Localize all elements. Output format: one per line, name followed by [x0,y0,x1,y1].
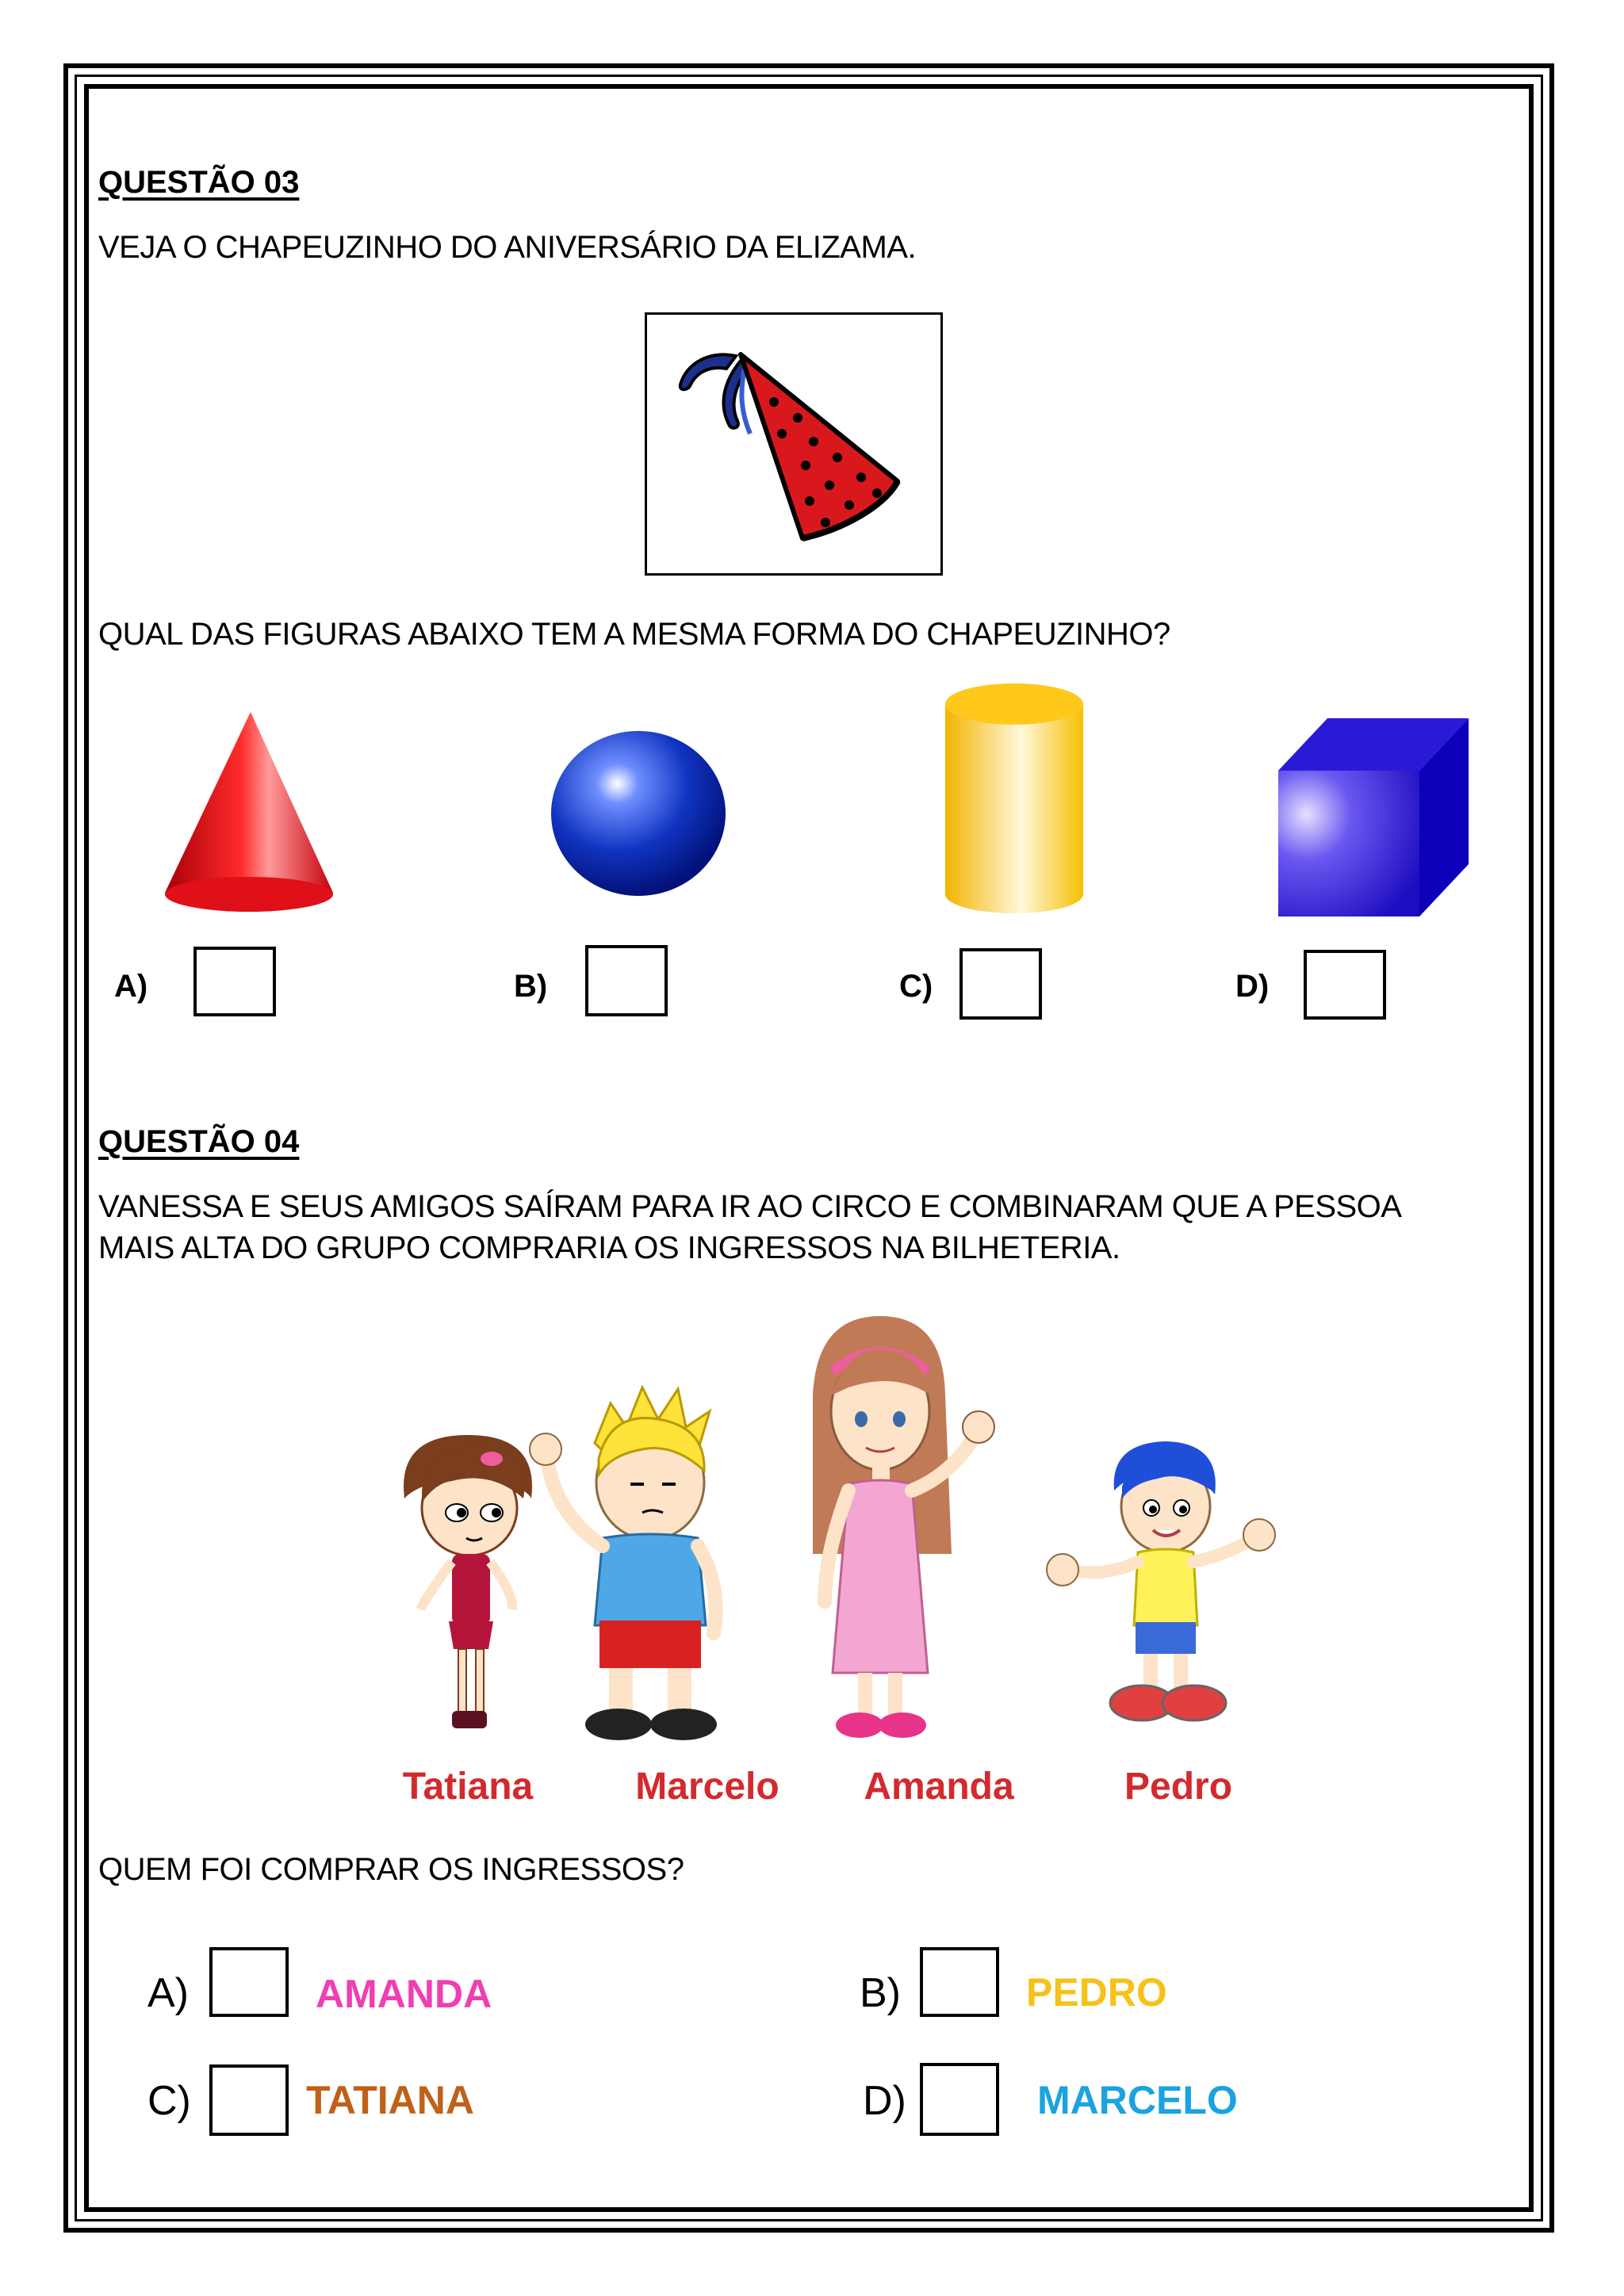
cylinder-icon [940,680,1088,920]
character-name-marcelo: Marcelo [635,1766,779,1808]
q3-option-a-label: A) [114,969,148,1004]
q4-answer-d-name: MARCELO [1037,2078,1238,2122]
q3-intro: VEJA O CHAPEUZINHO DO ANIVERSÁRIO DA ELIZAMA. [98,230,917,265]
q4-answer-b-name: PEDRO [1026,1970,1167,2015]
q4-question: QUEM FOI COMPRAR OS INGRESSOS? [98,1852,684,1887]
q3-option-d-label: D) [1235,969,1270,1004]
q4-answer-b-letter: B) [860,1970,901,2016]
q3-option-b-checkbox[interactable] [585,945,668,1016]
q3-option-d-checkbox[interactable] [1304,950,1386,1020]
sphere-icon [549,728,728,899]
character-name-amanda: Amanda [864,1766,1014,1808]
characters-illustration [373,1300,1316,1760]
party-hat-icon [647,315,940,573]
amanda-figure [813,1316,994,1738]
q3-option-b-label: B) [514,969,548,1004]
tatiana-figure [404,1435,532,1728]
q4-intro-line1: VANESSA E SEUS AMIGOS SAÍRAM PARA IR AO CIRCO E COMBINARAM QUE A PESSOA [98,1189,1402,1224]
q3-option-c-checkbox[interactable] [959,948,1042,1020]
q4-answer-c-letter: C) [147,2078,191,2124]
q4-answer-d-letter: D) [863,2078,906,2124]
q4-title: QUESTÃO 04 [98,1124,300,1159]
q4-answer-c-checkbox[interactable] [209,2064,289,2136]
q3-title: QUESTÃO 03 [98,165,300,200]
q3-question: QUAL DAS FIGURAS ABAIXO TEM A MESMA FORMA DO CHAPEUZINHO? [98,617,1170,652]
q4-answer-b-checkbox[interactable] [920,1947,999,2017]
character-name-tatiana: Tatiana [402,1766,534,1808]
marcelo-figure [530,1387,717,1740]
q4-answer-a-name: AMANDA [316,1972,492,2016]
q4-intro-line2: MAIS ALTA DO GRUPO COMPRARIA OS INGRESSOS NA BILHETERIA. [98,1230,1120,1265]
party-hat-picture [645,312,943,576]
cube-icon [1275,715,1470,918]
q4-answer-c-name: TATIANA [306,2078,474,2122]
character-name-pedro: Pedro [1124,1766,1233,1808]
pedro-figure [1047,1441,1275,1720]
q4-answer-d-checkbox[interactable] [920,2063,999,2136]
cone-icon [157,706,341,920]
q3-option-c-label: C) [899,969,933,1004]
q4-answer-a-checkbox[interactable] [209,1947,289,2017]
q4-answer-a-letter: A) [147,1970,189,2016]
q3-option-a-checkbox[interactable] [193,947,276,1016]
